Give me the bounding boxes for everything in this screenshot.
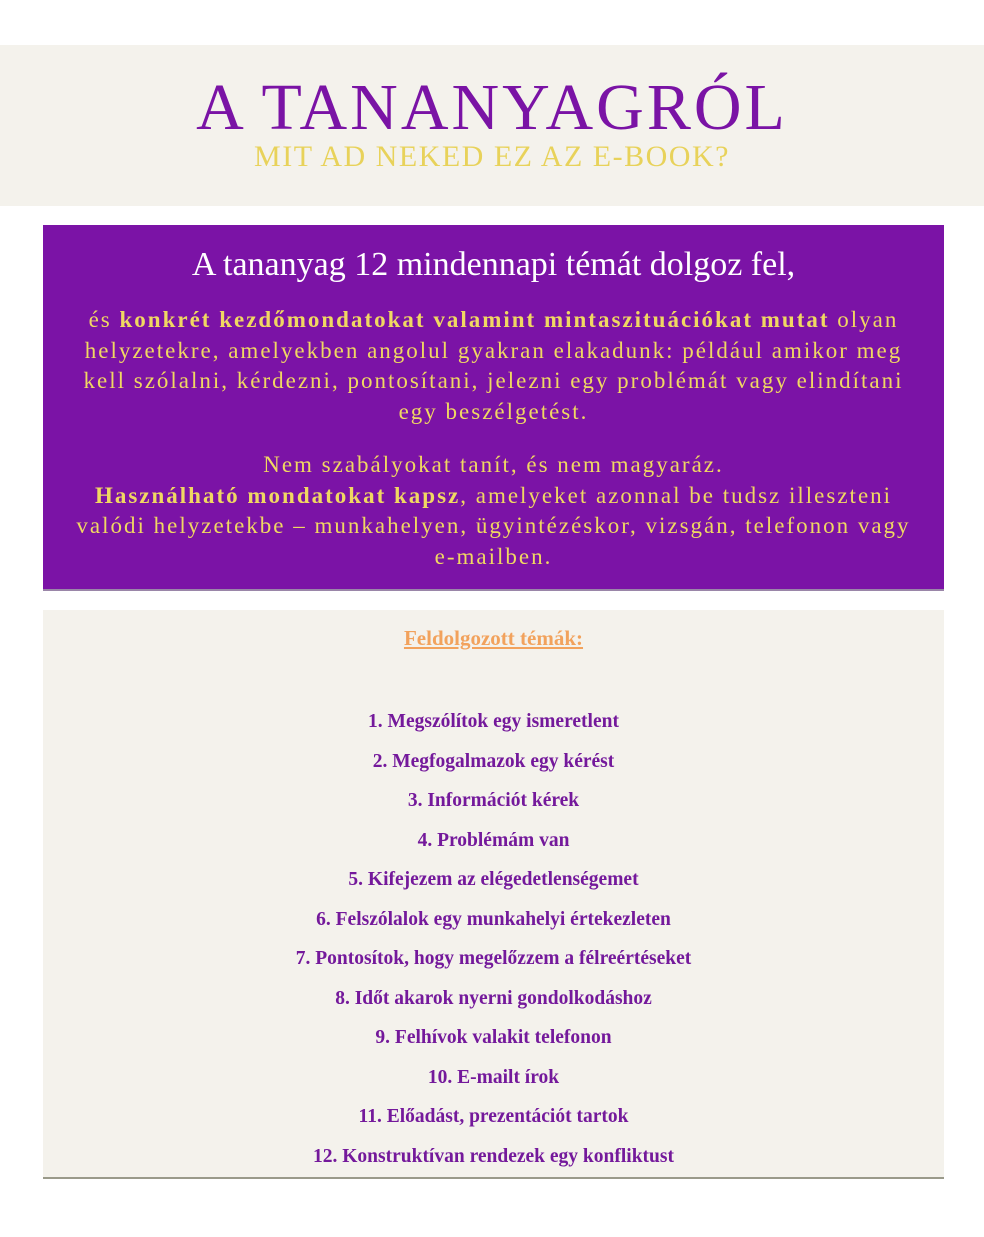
- page-title: A TANANYAGRÓL: [196, 71, 788, 144]
- intro-paragraph-2: [63, 450, 924, 572]
- topic-item: 11. Előadást, prezentációt tartok: [358, 1106, 629, 1127]
- topics-heading: Feldolgozott témák:: [403, 626, 584, 650]
- intro-paragraph-2-bold: Használható mondatokat kapsz: [94, 482, 461, 508]
- intro-paragraph-1: [63, 305, 924, 427]
- topic-item: 2. Megfogalmazok egy kérést: [372, 750, 615, 772]
- topic-item: 7. Pontosítok, hogy megelőzzem a félreértéseket: [295, 948, 692, 969]
- topics-box: [43, 610, 944, 1179]
- page-subtitle: MIT AD NEKED EZ AZ E-BOOK?: [254, 140, 730, 173]
- intro-paragraph-2-line1: Nem szabályokat tanít, és nem magyaráz.: [263, 452, 724, 477]
- topic-item: 8. Időt akarok nyerni gondolkodáshoz: [335, 987, 652, 1009]
- topic-item: 10. E-mailt írok: [427, 1066, 560, 1088]
- topic-item: 1. Megszólítok egy ismeretlent: [368, 711, 619, 732]
- intro-paragraph-1-bold: konkrét kezdőmondatokat valamint mintaszituációkat mutat: [119, 307, 830, 332]
- topic-item: 9. Felhívok valakit telefonon: [375, 1027, 612, 1048]
- intro-box: [43, 225, 944, 591]
- topics-list: [43, 702, 944, 1176]
- topic-item: 5. Kifejezem az elégedetlenségemet: [348, 869, 639, 890]
- intro-paragraph-1-rest: olyan helyzetekre, amelyekben angolul gyakran elakadunk: például amikor meg kell szólalni, kérdezni, pontosítani, jelezni egy problémát vagy elindítani egy beszélgetést.: [83, 307, 904, 424]
- topic-item: 12. Konstruktívan rendezek egy konfliktust: [313, 1145, 674, 1167]
- topic-item: 3. Információt kérek: [407, 790, 580, 811]
- intro-lead: A tananyag 12 mindennapi témát dolgoz fel,: [191, 246, 796, 283]
- intro-paragraph-2-rest: , amelyeket azonnal be tudsz illeszteni valódi helyzetekbe – munkahelyen, ügyintézéskor, vizsgán, telefonon vagy e-mailben.: [76, 482, 911, 569]
- intro-paragraph-1-prefix: és: [88, 307, 120, 332]
- topic-item: 6. Felszólalok egy munkahelyi értekezleten: [316, 908, 671, 930]
- header-banner: [0, 45, 984, 206]
- topic-item: 4. Problémám van: [417, 829, 570, 851]
